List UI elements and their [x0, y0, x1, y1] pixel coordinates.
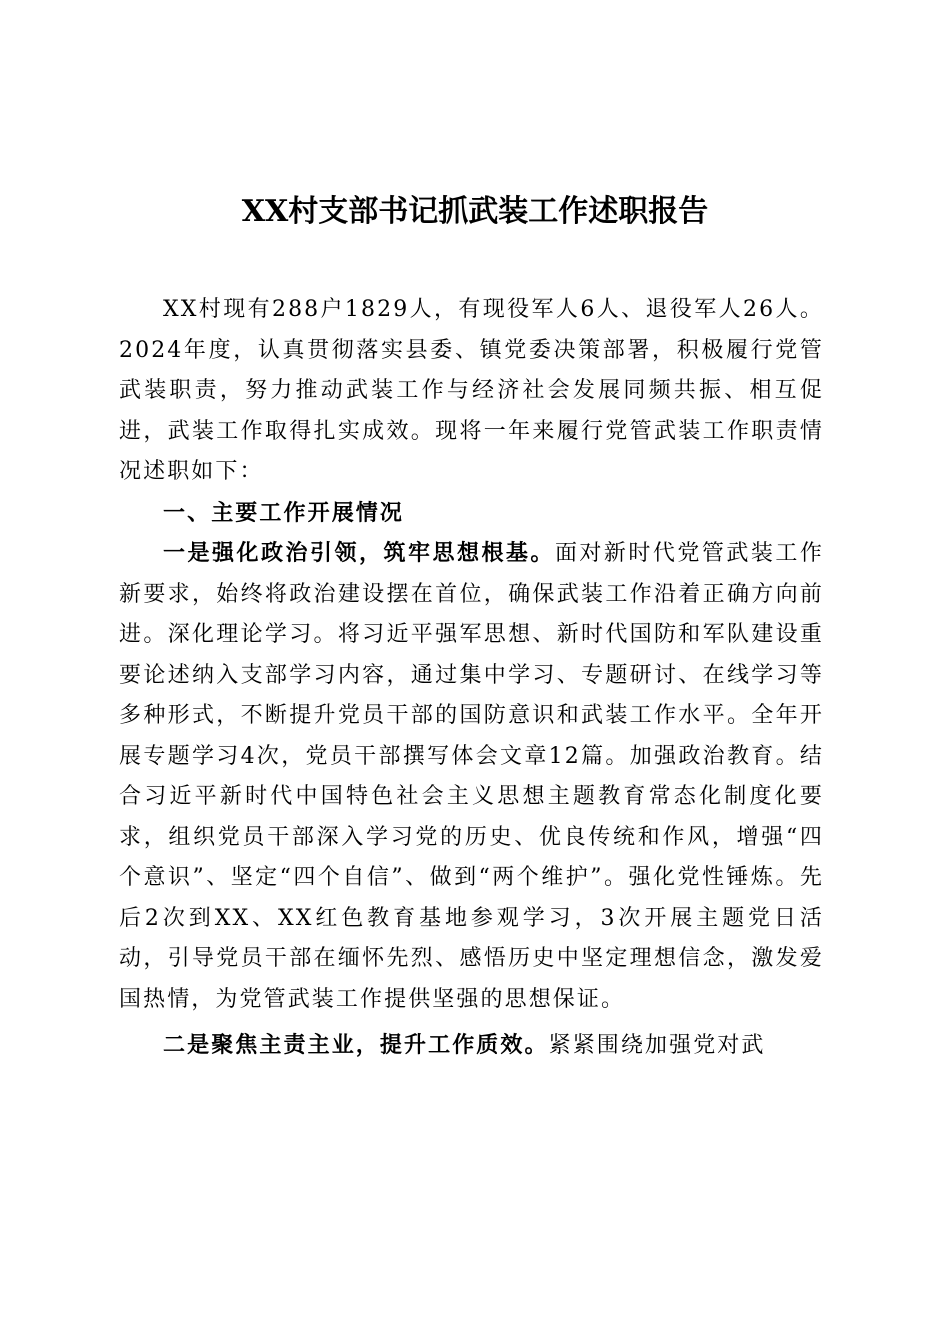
item-2-body: 紧紧围绕加强党对武	[548, 1033, 766, 1058]
item-2-paragraph	[119, 1026, 824, 1067]
intro-paragraph: XX村现有288户1829人，有现役军人6人、退役军人26人。2024年度，认真贯彻落实县委、镇党委决策部署，积极履行党管武装职责，努力推动武装工作与经济社会发展同频共振、相互促进，武装工作取得扎实成效。现将一年来履行党管武装工作职责情况述职如下：	[119, 297, 824, 484]
item-1-lead: 一是强化政治引领，筑牢思想根基。	[163, 541, 555, 566]
document-body	[119, 290, 824, 1067]
section-heading: 一、主要工作开展情况	[163, 500, 405, 526]
item-1-paragraph	[119, 534, 824, 1020]
item-2-lead: 二是聚焦主责主业，提升工作质效。	[163, 1033, 549, 1058]
item-1-body: 面对新时代党管武装工作新要求，始终将政治建设摆在首位，确保武装工作沿着正确方向前进。深化理论学习。将习近平强军思想、新时代国防和军队建设重要论述纳入支部学习内容，通过集中学习、专题研讨、在线学习等多种形式，不断提升党员干部的国防意识和武装工作水平。全年开展专题学习4次，党员干部撰写体会文章12篇。加强政治教育。结合习近平新时代中国特色社会主义思想主题教育常态化制度化要求，组织党员干部深入学习党的历史、优良传统和作风，增强“四个意识”、坚定“四个自信”、做到“两个维护”。强化党性锤炼。先后2次到XX、XX红色教育基地参观学习，3次开展主题党日活动，引导党员干部在缅怀先烈、感悟历史中坚定理想信念，激发爱国热情，为党管武装工作提供坚强的思想保证。	[119, 541, 824, 1012]
page-title: XX村支部书记抓武装工作述职报告	[241, 194, 709, 229]
